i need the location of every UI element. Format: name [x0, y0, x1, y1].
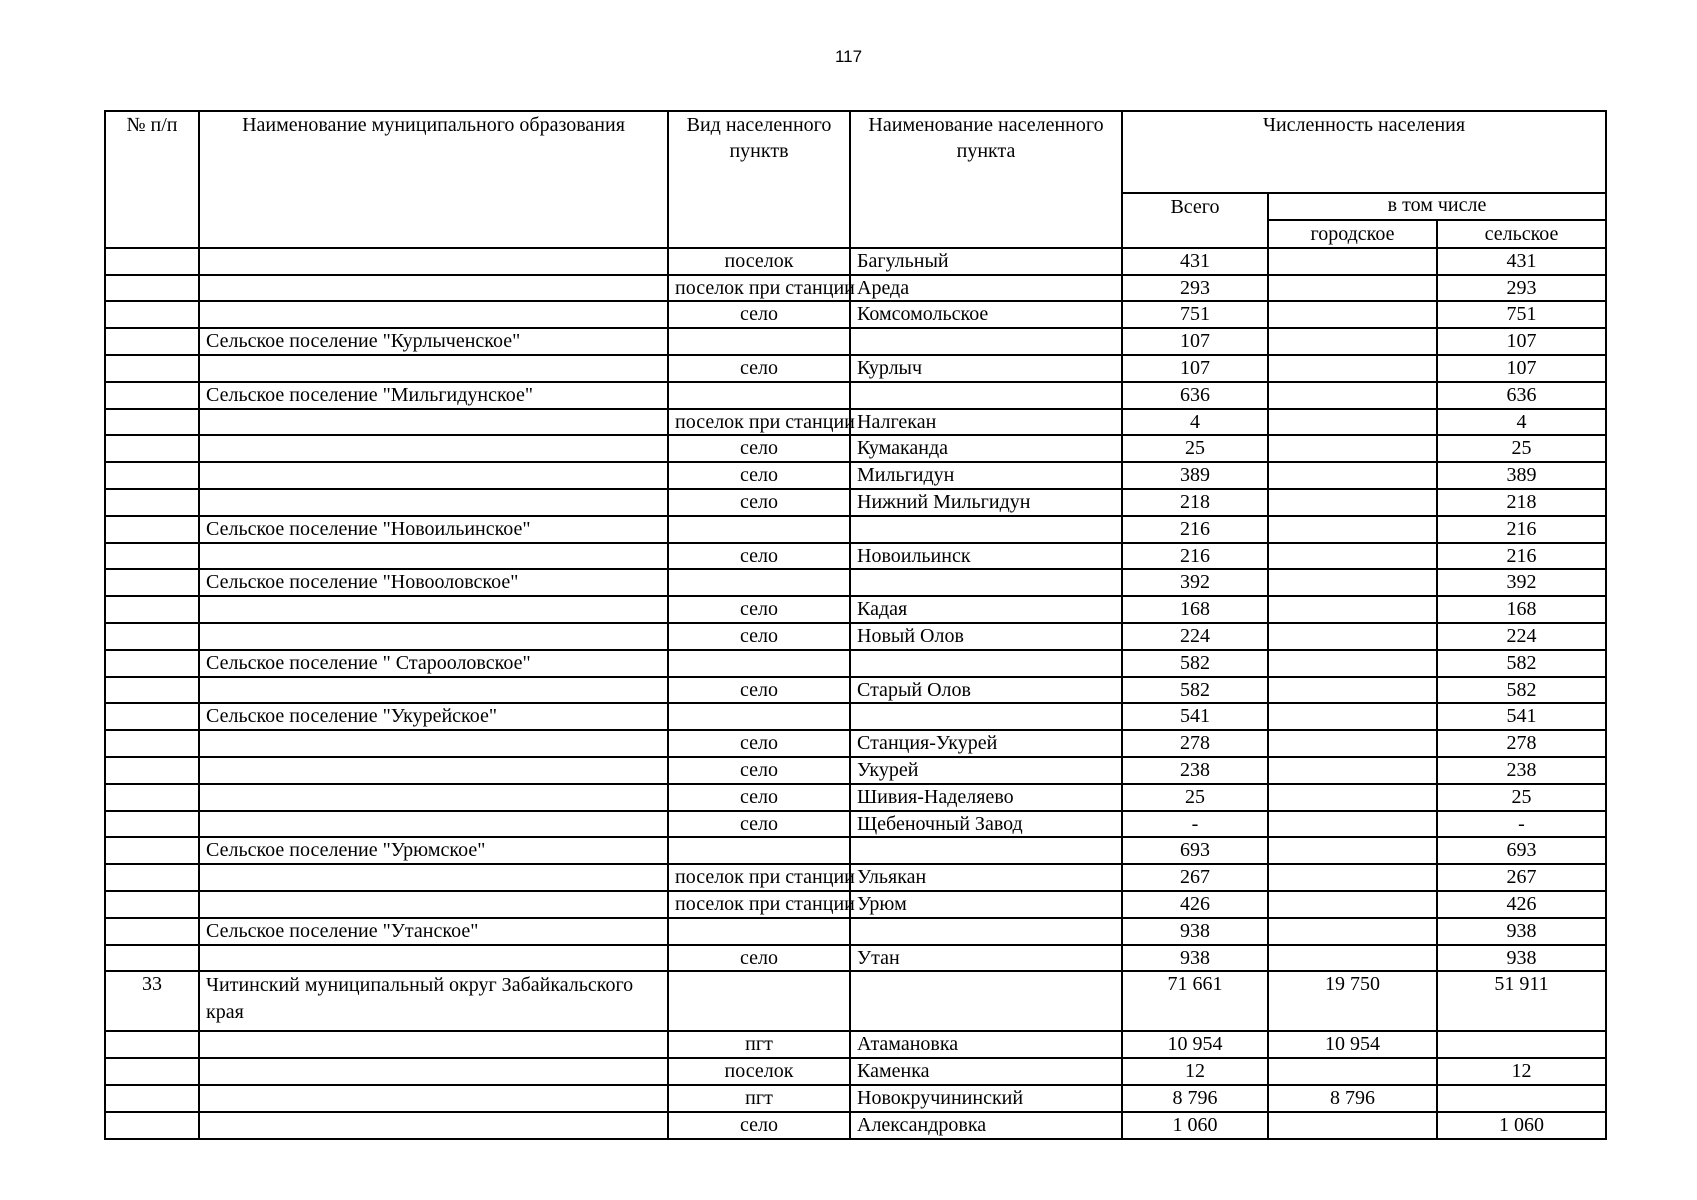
municipality-cell: Сельское поселение "Курлыченское" [199, 328, 668, 355]
rural-population-cell: 4 [1437, 409, 1606, 436]
total-population-cell: 25 [1122, 435, 1268, 462]
municipality-cell [199, 462, 668, 489]
urban-population-cell: 8 796 [1268, 1085, 1437, 1112]
settlement-name-cell [850, 703, 1122, 730]
row-number [105, 945, 199, 972]
settlement-type-cell [668, 382, 850, 409]
urban-population-cell [1268, 730, 1437, 757]
table-row [105, 489, 1606, 516]
settlement-type-cell [668, 516, 850, 543]
table-row [105, 811, 1606, 838]
municipality-cell [199, 730, 668, 757]
row-number [105, 489, 199, 516]
row-number [105, 328, 199, 355]
urban-population-cell [1268, 543, 1437, 570]
settlement-name-cell: Налгекан [850, 409, 1122, 436]
table-row [105, 650, 1606, 677]
settlement-name-cell: Нижний Мильгидун [850, 489, 1122, 516]
settlement-name-cell: Мильгидун [850, 462, 1122, 489]
settlement-name-cell: Багульный [850, 248, 1122, 275]
row-number [105, 596, 199, 623]
settlement-type-cell: село [668, 623, 850, 650]
municipality-cell [199, 784, 668, 811]
table-row [105, 945, 1606, 972]
municipality-cell [199, 1112, 668, 1139]
row-number [105, 1085, 199, 1112]
table-row [105, 703, 1606, 730]
settlement-name-cell: Новокручининский [850, 1085, 1122, 1112]
urban-population-cell: 19 750 [1268, 971, 1437, 1031]
rural-population-cell: 1 060 [1437, 1112, 1606, 1139]
settlement-type-cell: село [668, 543, 850, 570]
total-population-cell: 168 [1122, 596, 1268, 623]
table-row [105, 730, 1606, 757]
population-table [104, 110, 1607, 1140]
settlement-type-cell: село [668, 1112, 850, 1139]
total-population-cell: 267 [1122, 864, 1268, 891]
urban-population-cell [1268, 837, 1437, 864]
total-population-cell: 8 796 [1122, 1085, 1268, 1112]
table-row [105, 355, 1606, 382]
row-number [105, 409, 199, 436]
urban-population-cell: 10 954 [1268, 1031, 1437, 1058]
total-population-cell: 107 [1122, 355, 1268, 382]
table-row [105, 569, 1606, 596]
rural-population-cell: 216 [1437, 543, 1606, 570]
table-row [105, 1058, 1606, 1085]
municipality-cell [199, 543, 668, 570]
row-number [105, 730, 199, 757]
settlement-name-cell: Новоильинск [850, 543, 1122, 570]
rural-population-cell: 938 [1437, 945, 1606, 972]
table-row [105, 543, 1606, 570]
header-urban: городское [1268, 220, 1437, 248]
settlement-type-cell: село [668, 435, 850, 462]
settlement-type-cell: село [668, 462, 850, 489]
table-row [105, 328, 1606, 355]
urban-population-cell [1268, 1112, 1437, 1139]
row-number [105, 569, 199, 596]
row-number [105, 864, 199, 891]
row-number [105, 918, 199, 945]
municipality-cell [199, 435, 668, 462]
row-number [105, 677, 199, 704]
rural-population-cell: 582 [1437, 650, 1606, 677]
urban-population-cell [1268, 328, 1437, 355]
municipality-cell: Сельское поселение "Мильгидунское" [199, 382, 668, 409]
settlement-name-cell [850, 328, 1122, 355]
total-population-cell: 293 [1122, 275, 1268, 302]
table-row [105, 837, 1606, 864]
municipality-cell [199, 945, 668, 972]
settlement-type-cell [668, 837, 850, 864]
settlement-type-cell: пгт [668, 1085, 850, 1112]
table-row [105, 1085, 1606, 1112]
urban-population-cell [1268, 1058, 1437, 1085]
table-row [105, 864, 1606, 891]
header-including: в том числе [1268, 193, 1606, 220]
total-population-cell: 4 [1122, 409, 1268, 436]
settlement-type-cell: поселок [668, 248, 850, 275]
settlement-name-cell: Новый Олов [850, 623, 1122, 650]
settlement-type-cell: поселок при станции [668, 864, 850, 891]
municipality-cell: Сельское поселение "Новоильинское" [199, 516, 668, 543]
table-row [105, 516, 1606, 543]
urban-population-cell [1268, 275, 1437, 302]
row-number [105, 516, 199, 543]
settlement-name-cell [850, 516, 1122, 543]
rural-population-cell: 224 [1437, 623, 1606, 650]
settlement-type-cell: село [668, 596, 850, 623]
municipality-cell [199, 596, 668, 623]
urban-population-cell [1268, 409, 1437, 436]
municipality-cell [199, 489, 668, 516]
header-num: № п/п [105, 111, 199, 248]
row-number [105, 382, 199, 409]
municipality-cell: Сельское поселение "Новооловское" [199, 569, 668, 596]
urban-population-cell [1268, 677, 1437, 704]
municipality-cell [199, 409, 668, 436]
row-number [105, 891, 199, 918]
rural-population-cell: 267 [1437, 864, 1606, 891]
table-row [105, 382, 1606, 409]
urban-population-cell [1268, 516, 1437, 543]
urban-population-cell [1268, 703, 1437, 730]
municipality-cell: Сельское поселение "Укурейское" [199, 703, 668, 730]
table-row [105, 248, 1606, 275]
table-row [105, 784, 1606, 811]
urban-population-cell [1268, 382, 1437, 409]
rural-population-cell: 392 [1437, 569, 1606, 596]
settlement-name-cell: Щебеночный Завод [850, 811, 1122, 838]
table-row [105, 623, 1606, 650]
settlement-name-cell [850, 569, 1122, 596]
row-number [105, 248, 199, 275]
total-population-cell: 636 [1122, 382, 1268, 409]
settlement-type-cell: поселок [668, 1058, 850, 1085]
settlement-name-cell [850, 918, 1122, 945]
settlement-type-cell [668, 569, 850, 596]
total-population-cell: 392 [1122, 569, 1268, 596]
rural-population-cell: - [1437, 811, 1606, 838]
settlement-type-cell: поселок при станции [668, 891, 850, 918]
table-row [105, 301, 1606, 328]
total-population-cell: 426 [1122, 891, 1268, 918]
total-population-cell: 12 [1122, 1058, 1268, 1085]
municipality-cell: Сельское поселение "Утанское" [199, 918, 668, 945]
municipality-cell [199, 757, 668, 784]
rural-population-cell: 751 [1437, 301, 1606, 328]
total-population-cell: - [1122, 811, 1268, 838]
rural-population-cell [1437, 1031, 1606, 1058]
rural-population-cell: 541 [1437, 703, 1606, 730]
settlement-type-cell: село [668, 489, 850, 516]
municipality-cell [199, 301, 668, 328]
settlement-name-cell: Шивия-Наделяево [850, 784, 1122, 811]
rural-population-cell: 693 [1437, 837, 1606, 864]
urban-population-cell [1268, 945, 1437, 972]
total-population-cell: 216 [1122, 543, 1268, 570]
row-number [105, 650, 199, 677]
total-population-cell: 938 [1122, 945, 1268, 972]
urban-population-cell [1268, 569, 1437, 596]
total-population-cell: 218 [1122, 489, 1268, 516]
settlement-name-cell [850, 382, 1122, 409]
settlement-type-cell [668, 328, 850, 355]
total-population-cell: 751 [1122, 301, 1268, 328]
rural-population-cell: 431 [1437, 248, 1606, 275]
header-population: Численность населения [1122, 111, 1606, 193]
rural-population-cell: 582 [1437, 677, 1606, 704]
row-number [105, 1112, 199, 1139]
total-population-cell: 238 [1122, 757, 1268, 784]
table-body [105, 248, 1606, 1139]
row-number: 33 [105, 971, 199, 1031]
rural-population-cell: 938 [1437, 918, 1606, 945]
table-row [105, 891, 1606, 918]
header-total: Всего [1122, 193, 1268, 248]
settlement-name-cell: Укурей [850, 757, 1122, 784]
row-number [105, 837, 199, 864]
table-row [105, 677, 1606, 704]
urban-population-cell [1268, 462, 1437, 489]
settlement-name-cell: Каменка [850, 1058, 1122, 1085]
municipality-cell: Читинский муниципальный округ Забайкальского края [199, 971, 668, 1031]
settlement-name-cell: Ареда [850, 275, 1122, 302]
table-row [105, 1112, 1606, 1139]
settlement-name-cell: Ульякан [850, 864, 1122, 891]
urban-population-cell [1268, 757, 1437, 784]
total-population-cell: 582 [1122, 677, 1268, 704]
municipality-cell [199, 355, 668, 382]
total-population-cell: 10 954 [1122, 1031, 1268, 1058]
settlement-name-cell [850, 971, 1122, 1031]
settlement-type-cell: село [668, 677, 850, 704]
settlement-name-cell: Атамановка [850, 1031, 1122, 1058]
urban-population-cell [1268, 355, 1437, 382]
municipality-cell [199, 1058, 668, 1085]
total-population-cell: 389 [1122, 462, 1268, 489]
total-population-cell: 582 [1122, 650, 1268, 677]
settlement-name-cell: Старый Олов [850, 677, 1122, 704]
settlement-type-cell: село [668, 784, 850, 811]
header-type: Вид населенного пунктв [668, 111, 850, 248]
municipality-cell [199, 677, 668, 704]
rural-population-cell: 12 [1437, 1058, 1606, 1085]
urban-population-cell [1268, 918, 1437, 945]
municipality-cell: Сельское поселение "Урюмское" [199, 837, 668, 864]
rural-population-cell [1437, 1085, 1606, 1112]
row-number [105, 811, 199, 838]
municipality-cell [199, 275, 668, 302]
settlement-name-cell: Кумаканда [850, 435, 1122, 462]
settlement-type-cell: пгт [668, 1031, 850, 1058]
rural-population-cell: 293 [1437, 275, 1606, 302]
settlement-type-cell: село [668, 730, 850, 757]
settlement-name-cell: Кадая [850, 596, 1122, 623]
rural-population-cell: 389 [1437, 462, 1606, 489]
rural-population-cell: 278 [1437, 730, 1606, 757]
urban-population-cell [1268, 650, 1437, 677]
municipality-cell [199, 811, 668, 838]
rural-population-cell: 636 [1437, 382, 1606, 409]
urban-population-cell [1268, 489, 1437, 516]
urban-population-cell [1268, 811, 1437, 838]
rural-population-cell: 25 [1437, 435, 1606, 462]
urban-population-cell [1268, 301, 1437, 328]
total-population-cell: 693 [1122, 837, 1268, 864]
settlement-name-cell [850, 650, 1122, 677]
row-number [105, 543, 199, 570]
row-number [105, 275, 199, 302]
rural-population-cell: 218 [1437, 489, 1606, 516]
settlement-name-cell: Урюм [850, 891, 1122, 918]
municipality-cell: Сельское поселение " Старооловское" [199, 650, 668, 677]
table-row [105, 918, 1606, 945]
settlement-type-cell [668, 971, 850, 1031]
row-number [105, 703, 199, 730]
urban-population-cell [1268, 864, 1437, 891]
total-population-cell: 278 [1122, 730, 1268, 757]
municipality-cell [199, 1031, 668, 1058]
settlement-type-cell: поселок при станции [668, 409, 850, 436]
header-settlement: Наименование населенного пункта [850, 111, 1122, 248]
row-number [105, 462, 199, 489]
table-row [105, 596, 1606, 623]
rural-population-cell: 107 [1437, 355, 1606, 382]
settlement-name-cell [850, 837, 1122, 864]
urban-population-cell [1268, 891, 1437, 918]
total-population-cell: 107 [1122, 328, 1268, 355]
municipality-cell [199, 248, 668, 275]
header-municipality: Наименование муниципального образования [199, 111, 668, 248]
rural-population-cell: 51 911 [1437, 971, 1606, 1031]
urban-population-cell [1268, 623, 1437, 650]
rural-population-cell: 25 [1437, 784, 1606, 811]
total-population-cell: 224 [1122, 623, 1268, 650]
row-number [105, 301, 199, 328]
municipality-cell [199, 1085, 668, 1112]
row-number [105, 623, 199, 650]
table-row [105, 757, 1606, 784]
rural-population-cell: 216 [1437, 516, 1606, 543]
urban-population-cell [1268, 784, 1437, 811]
rural-population-cell: 168 [1437, 596, 1606, 623]
total-population-cell: 25 [1122, 784, 1268, 811]
row-number [105, 355, 199, 382]
table-row [105, 1031, 1606, 1058]
settlement-name-cell: Станция-Укурей [850, 730, 1122, 757]
settlement-type-cell [668, 650, 850, 677]
total-population-cell: 938 [1122, 918, 1268, 945]
table-row [105, 462, 1606, 489]
table-row [105, 435, 1606, 462]
table-row [105, 409, 1606, 436]
header-rural: сельское [1437, 220, 1606, 248]
municipality-cell [199, 891, 668, 918]
settlement-type-cell [668, 918, 850, 945]
settlement-type-cell: село [668, 757, 850, 784]
total-population-cell: 216 [1122, 516, 1268, 543]
total-population-cell: 431 [1122, 248, 1268, 275]
settlement-name-cell: Утан [850, 945, 1122, 972]
urban-population-cell [1268, 435, 1437, 462]
settlement-type-cell: село [668, 945, 850, 972]
total-population-cell: 71 661 [1122, 971, 1268, 1031]
urban-population-cell [1268, 596, 1437, 623]
urban-population-cell [1268, 248, 1437, 275]
table-row [105, 275, 1606, 302]
row-number [105, 784, 199, 811]
settlement-name-cell: Курлыч [850, 355, 1122, 382]
settlement-type-cell: поселок при станции [668, 275, 850, 302]
settlement-type-cell: село [668, 355, 850, 382]
table-row [105, 971, 1606, 1031]
row-number [105, 435, 199, 462]
row-number [105, 1058, 199, 1085]
settlement-name-cell: Александровка [850, 1112, 1122, 1139]
row-number [105, 757, 199, 784]
rural-population-cell: 426 [1437, 891, 1606, 918]
page-number: 117 [834, 47, 863, 66]
rural-population-cell: 107 [1437, 328, 1606, 355]
rural-population-cell: 238 [1437, 757, 1606, 784]
total-population-cell: 541 [1122, 703, 1268, 730]
municipality-cell [199, 864, 668, 891]
settlement-type-cell: село [668, 301, 850, 328]
row-number [105, 1031, 199, 1058]
settlement-name-cell: Комсомольское [850, 301, 1122, 328]
settlement-type-cell: село [668, 811, 850, 838]
settlement-type-cell [668, 703, 850, 730]
total-population-cell: 1 060 [1122, 1112, 1268, 1139]
municipality-cell [199, 623, 668, 650]
